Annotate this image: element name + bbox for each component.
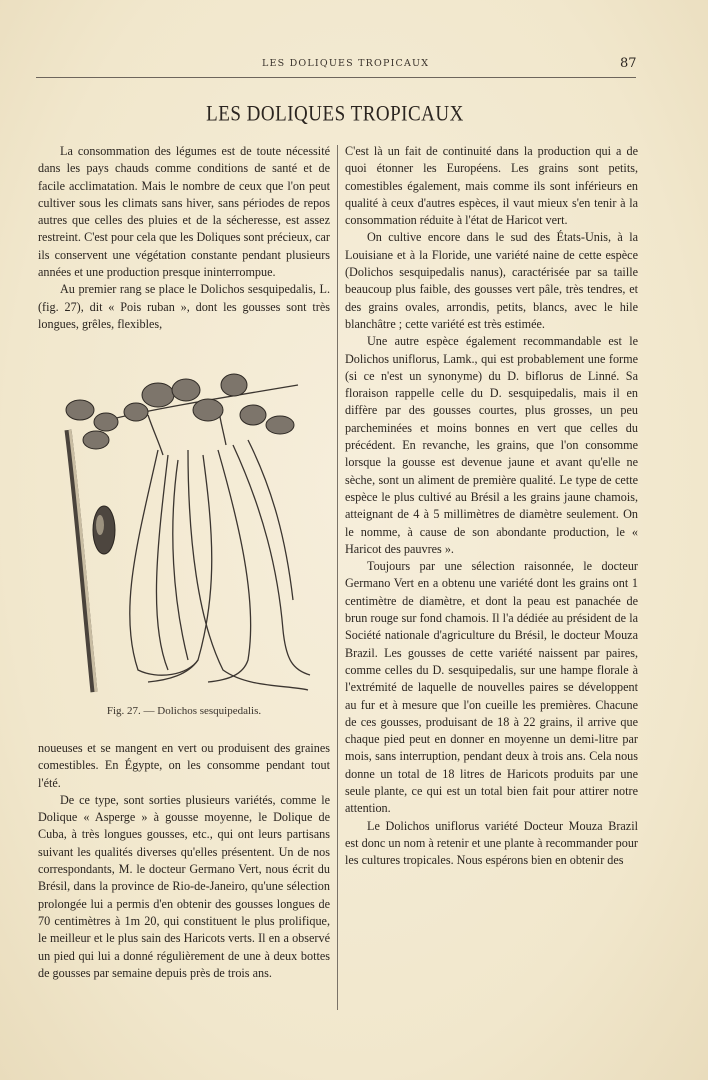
chapter-title: LES DOLIQUES TROPICAUX <box>206 102 464 127</box>
paragraph: Une autre espèce également recommandable est le Dolichos uniflorus, Lamk., qui est probablement une forme (si ce n'est un synonyme) du D. biflorus de Linné. Sa floraison rappelle celle du D. sesquipedalis, mais il en diffère par des gousses courtes, plus grosses, un peu parcheminées et moins bonnes en vert que celles du précédent. En revanche, les grains, que l'on consomme lorsque la gousse est devenue jaune et avant qu'elle ne sèche, sont un aliment de première qualité. Le type de cette espèce le plus cultivé au Brésil a les grains jaune chamois, atteignant de 4 à 5 millimètres de diamètre seulement. On le nomme, à cause de son abondante production, le « Haricot des pauvres ». <box>345 334 638 556</box>
paragraph: Au premier rang se place le Dolichos sesquipedalis, L. (fig. 27), dit « Pois ruban », dont les gousses sont très longues, grêles, flexibles, <box>38 282 330 331</box>
left-column-top <box>38 143 330 333</box>
header-rule <box>36 77 636 78</box>
running-title: LES DOLIQUES TROPICAUX <box>262 58 430 69</box>
column-divider <box>337 145 338 1010</box>
right-column <box>345 143 638 869</box>
paragraph: C'est là un fait de continuité dans la production qui a de quoi étonner les Européens. Les grains sont petits, comestibles également, mais comme ils sont inférieurs en qualité à ceux d'autres espèces, il vaut mieux s'en tenir à la consommation réduite à l'état de Haricot vert. <box>345 144 638 228</box>
paragraph: Toujours par une sélection raisonnée, le docteur Germano Vert en a obtenu une variété dont les grains ont 1 centimètre de diamètre, et dont la peau est panachée de brun rouge sur fond chamois. Il l'a dédiée au président de la Société nationale d'agriculture du Brésil, le docteur Mouza Brazil. Les gousses de cette variété naissent par paires, comme celles du D. sesquipedalis, sur une hampe florale à l'extrémité de laquelle de nouvelles paires se développent au fur et à mesure que l'on cueille les premières. Chacune de ces gousses, produisant de 18 à 22 grains, il arrive que chaque pied peut en donner en moyenne un demi-litre par mois, sans interruption, pendant deux à trois ans. Cela nous donne un total de 18 litres de Haricots produits par une seule plante, ce qui est un total bien fait pour attirer notre attention. <box>345 559 638 816</box>
figure-caption: Fig. 27. — Dolichos sesquipedalis. <box>106 705 262 717</box>
paragraph: Le Dolichos uniflorus variété Docteur Mouza Brazil est donc un nom à retenir et une plante à recommander pour les cultures tropicales. Nous espérons bien en obtenir des <box>345 818 638 868</box>
paragraph: De ce type, sont sorties plusieurs variétés, comme le Dolique « Asperge » à gousse moyenne, le Dolique de Cuba, à très longues gousses, etc., qui ont leurs partisans suivant les qualités diverses qu'elles présentent. Un de nos correspondants, M. le docteur Germano Vert, nous écrit du Brésil, dans la province de Rio-de-Janeiro, qu'une sélection prolongée lui a permis d'en obtenir des gousses longues de 70 centimètres à 1m 20, qui constituent le plus prolifique, le meilleur et le plus sain des Haricots verts. Il en a observé un pied qui lui a donné régulièrement de une à deux bottes de gousses par semaine depuis près de trois ans. <box>38 792 330 980</box>
paragraph: On cultive encore dans le sud des États-Unis, à la Louisiane et à la Floride, une variété naine de cette espèce (Dolichos sesquipedalis nanus), caractérisée par sa taille beaucoup plus faible, des gousses vert pâle, très tendres, et des grains ovales, arrondis, petits, blancs, avec le hile blanchâtre ; cette variété est très estimée. <box>345 230 638 331</box>
page-number: 87 <box>620 56 637 71</box>
left-column-bottom <box>38 740 330 982</box>
paragraph: noueuses et se mangent en vert ou produisent des graines comestibles. En Égypte, on les consomme pendant tout l'été. <box>38 741 330 790</box>
bean-plant-illustration <box>48 370 318 700</box>
paragraph: La consommation des légumes est de toute nécessité dans les pays chauds comme conditions de santé et de facile acclimatation. Mais le nombre de ceux que l'on peut cultiver sous les climats sans hiver, sans périodes de repos autres que celles des pluies et de la sécheresse, est assez restreint. C'est pour cela que les Doliques sont précieux, car ils conservent une végétation constante pendant plusieurs années et une production presque ininterrompue. <box>38 144 330 280</box>
running-head <box>0 58 708 76</box>
